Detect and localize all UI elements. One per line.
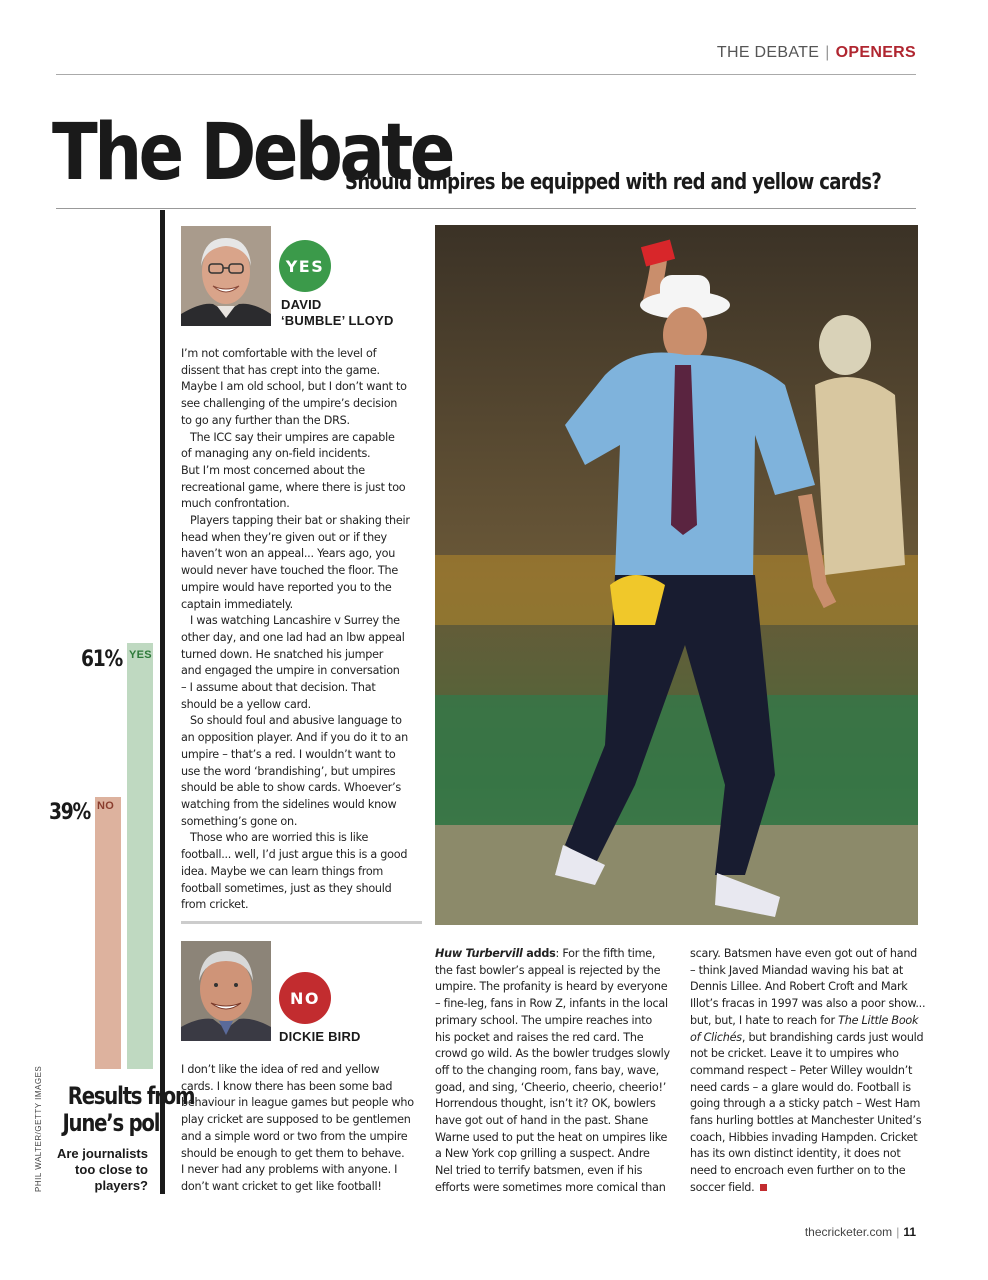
text-line: have got out of hand in the past. Shane bbox=[435, 1114, 649, 1128]
poll-question-line2: too close to bbox=[75, 1162, 148, 1177]
text-fragment: but, but, I hate to reach for bbox=[690, 1013, 839, 1027]
text-line: crowd go wild. As the bowler trudges slowly bbox=[435, 1047, 670, 1061]
text-fragment: , but brandishing cards just would bbox=[741, 1030, 924, 1044]
huw-first-line: : For the fifth time, bbox=[555, 947, 656, 960]
section-label: THE DEBATE bbox=[716, 44, 820, 61]
text-line: Players tapping their bat or shaking their bbox=[190, 514, 410, 528]
text-line: command respect – Peter Willey wouldn’t bbox=[690, 1063, 913, 1077]
poll-title-line2: June’s poll bbox=[62, 1109, 165, 1137]
text-line: umpire would have reported you to the bbox=[181, 580, 392, 594]
text-line: I never had any problems with anyone. I bbox=[181, 1163, 398, 1177]
dickie-bird-portrait bbox=[181, 941, 271, 1041]
text-line: Nel tried to terrify batsmen, even if his bbox=[435, 1164, 643, 1178]
huw-author: Huw Turbervill bbox=[435, 947, 523, 960]
text-line: soccer field. bbox=[690, 1180, 922, 1197]
text-line: umpire. The profanity is heard by everyone bbox=[435, 980, 668, 994]
text-line: not be cricket. Leave it to umpires who bbox=[690, 1047, 899, 1061]
text-line: would never have touched the floor. The bbox=[181, 564, 398, 578]
text-line: Horrendous thought, isn’t it? OK, bowlers bbox=[435, 1097, 656, 1111]
text-line: cards. I know there has been some bad bbox=[181, 1079, 393, 1093]
photo-credit: PHIL WALTER/GETTY IMAGES bbox=[34, 1065, 43, 1192]
text-line: fans hurling bottles at Manchester United’s bbox=[690, 1114, 922, 1128]
text-line: an opposition player. And if you do it to an bbox=[181, 731, 408, 745]
text-line: to go any further than the DRS. bbox=[181, 413, 350, 427]
poll-question bbox=[40, 1146, 148, 1194]
poll-title-line1: Results from bbox=[67, 1082, 195, 1110]
text-line: turned down. He snatched his jumper bbox=[181, 647, 384, 661]
text-line: his pocket and raises the red card. The bbox=[435, 1030, 644, 1044]
poll-bar-yes bbox=[127, 643, 153, 1069]
text-line: – think Javed Miandad waving his bat at bbox=[690, 963, 903, 977]
text-line: off to the changing room, fans bay, wave, bbox=[435, 1063, 659, 1077]
footer-separator: | bbox=[896, 1225, 900, 1239]
text-line: scary. Batsmen have even got out of hand bbox=[690, 947, 918, 960]
text-line: dissent that has crept into the game. bbox=[181, 363, 380, 377]
no-article-body bbox=[181, 1062, 421, 1196]
column-divider bbox=[160, 210, 165, 1194]
text-line: use the word ‘brandishing’, but umpires bbox=[181, 764, 396, 778]
yes-author-line2: ‘BUMBLE’ LLOYD bbox=[281, 313, 394, 328]
text-line: captain immediately. bbox=[181, 597, 293, 611]
poll-question-line1: Are journalists bbox=[56, 1146, 148, 1161]
umpire-red-card-photo bbox=[435, 225, 918, 925]
huw-article-col1 bbox=[435, 946, 670, 1197]
text-line: recreational game, where there is just too bbox=[181, 480, 406, 494]
poll-bar-no bbox=[95, 797, 121, 1069]
text-line: need to encroach even further on to the bbox=[690, 1164, 906, 1178]
text-line: umpire – that’s a red. I wouldn’t want to bbox=[181, 747, 396, 761]
yes-author-name bbox=[281, 297, 394, 329]
footer-site: thecricketer.com bbox=[804, 1225, 893, 1239]
text-line: should be a yellow card. bbox=[181, 697, 311, 711]
text-line: Dennis Lillee. And Robert Croft and Mark bbox=[690, 980, 908, 994]
text-line: Warne used to put the heat on umpires like bbox=[435, 1130, 668, 1144]
text-line: haven’t won an appeal... Years ago, you bbox=[181, 547, 396, 561]
text-line: idea. Maybe we can learn things from bbox=[181, 864, 384, 878]
text-line: – I assume about that decision. That bbox=[181, 681, 376, 695]
david-lloyd-portrait bbox=[181, 226, 271, 326]
huw-article-col2 bbox=[690, 946, 926, 1197]
text-line: goad, and sing, ‘Cheerio, cheerio, cheerio!’ bbox=[435, 1080, 667, 1094]
text-line: football... well, I’d just argue this is a good bbox=[181, 848, 408, 862]
text-line: Maybe I am old school, but I don’t want to bbox=[181, 380, 407, 394]
book-title-part1: The Little Book bbox=[838, 1013, 919, 1027]
category-label: OPENERS bbox=[835, 44, 916, 61]
top-rule bbox=[56, 74, 916, 75]
text-line: The ICC say their umpires are capable bbox=[190, 430, 395, 444]
title-rule bbox=[56, 208, 916, 209]
text-line: has its own distinct identity, it does not bbox=[690, 1147, 901, 1161]
text-line: play cricket are supposed to be gentlemen bbox=[181, 1113, 411, 1127]
text-line bbox=[690, 1013, 922, 1030]
page-number: 11 bbox=[903, 1225, 916, 1239]
text-line: and a simple word or two from the umpire bbox=[181, 1129, 408, 1143]
text-line: should be able to show cards. Whoever’s bbox=[181, 781, 401, 795]
text-line: watching from the sidelines would know bbox=[181, 797, 397, 811]
text-line: coach, Hibbies invading Hampden. Cricket bbox=[690, 1130, 918, 1144]
yes-author-line1: DAVID bbox=[281, 297, 322, 312]
poll-no-percent: 39% bbox=[49, 800, 90, 825]
text-line: So should foul and abusive language to bbox=[190, 714, 402, 728]
text-line bbox=[690, 1030, 922, 1047]
text-line: Illot’s fracas in 1997 was also a poor show... bbox=[690, 997, 926, 1011]
text-line: – fine-leg, fans in Row Z, infants in the local bbox=[435, 997, 668, 1011]
text-line: the fast bowler’s appeal is rejected by the bbox=[435, 963, 661, 977]
yes-article-body bbox=[181, 346, 421, 914]
page-title: The Debate bbox=[52, 108, 452, 198]
no-author-name: DICKIE BIRD bbox=[279, 1029, 361, 1044]
header-separator: | bbox=[825, 44, 830, 61]
huw-adds: adds bbox=[522, 947, 556, 960]
section-header bbox=[717, 44, 916, 62]
text-line: see challenging of the umpire’s decision bbox=[181, 397, 398, 411]
poll-yes-label: YES bbox=[129, 649, 152, 661]
page-subtitle: Should umpires be equipped with red and yellow cards? bbox=[345, 170, 882, 195]
text-line: I don’t like the idea of red and yellow bbox=[181, 1063, 380, 1076]
text-line: from cricket. bbox=[181, 898, 249, 912]
text-line: I’m not comfortable with the level of bbox=[181, 347, 377, 360]
text-line: of managing any on-field incidents. bbox=[181, 447, 371, 461]
text-line: efforts were sometimes more comical than bbox=[435, 1180, 666, 1194]
book-title-part2: of Clichés bbox=[690, 1030, 742, 1044]
section-rule bbox=[181, 921, 422, 924]
page-footer bbox=[805, 1225, 916, 1239]
text-line: football sometimes, just as they should bbox=[181, 881, 392, 895]
end-mark bbox=[760, 1184, 767, 1191]
text-line: don’t want cricket to get like football! bbox=[181, 1179, 382, 1193]
text-line: head when they’re given out or if they bbox=[181, 530, 387, 544]
text-line: But I’m most concerned about the bbox=[181, 463, 365, 477]
yes-badge: YES bbox=[279, 240, 331, 292]
no-badge: NO bbox=[279, 972, 331, 1024]
poll-yes-percent: 61% bbox=[81, 647, 122, 672]
text-line: a New York cop grilling a suspect. Andre bbox=[435, 1147, 650, 1161]
text-line: going through a a sticky patch – West Ham bbox=[690, 1097, 921, 1111]
poll-question-line3: players? bbox=[94, 1178, 148, 1193]
text-line: I was watching Lancashire v Surrey the bbox=[190, 614, 400, 628]
text-line: Those who are worried this is like bbox=[190, 831, 369, 845]
text-line: behaviour in league games but people who bbox=[181, 1096, 414, 1110]
text-line: much confrontation. bbox=[181, 497, 290, 511]
text-line: and engaged the umpire in conversation bbox=[181, 664, 400, 678]
text-line: should be enough to get them to behave. bbox=[181, 1146, 405, 1160]
text-line: something’s gone on. bbox=[181, 814, 298, 828]
poll-no-label: NO bbox=[97, 800, 115, 812]
text-line: other day, and one lad had an lbw appeal bbox=[181, 630, 405, 644]
text-line: primary school. The umpire reaches into bbox=[435, 1013, 652, 1027]
text-line: need cards – a glare would do. Football is bbox=[690, 1080, 911, 1094]
poll-title bbox=[40, 1082, 195, 1137]
